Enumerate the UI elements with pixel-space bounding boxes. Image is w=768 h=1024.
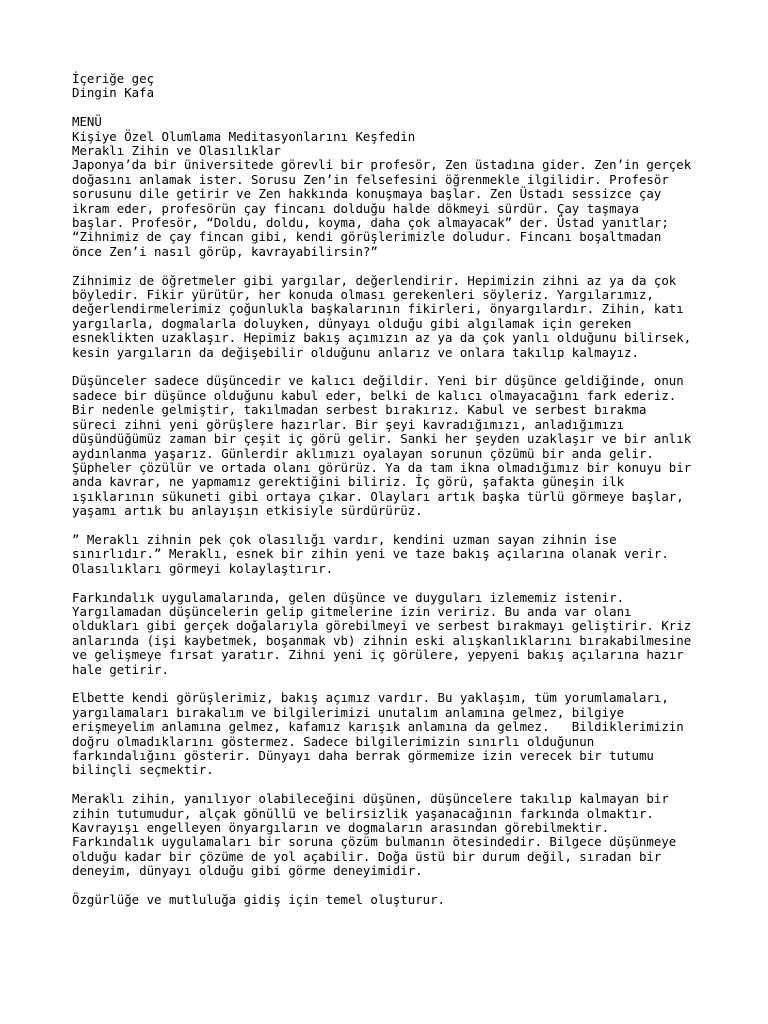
paragraph-line: “Zihnimiz de çay fincan gibi, kendi görüşlerimizle doludur. Fincanı boşaltmadan <box>72 229 662 245</box>
paragraph-line: Olasılıkları görmeyi kolaylaştırır. <box>72 560 334 576</box>
paragraph-line: ” Meraklı zihnin pek çok olasılığı vardır, kendini uzman sayan zihnin ise <box>72 531 617 547</box>
paragraph-line: sorusunu dile getirir ve Zen hakkında konuşmaya başlar. Zen Üstadı sessizce çay <box>72 186 662 202</box>
paragraph-line: Bir nedenle gelmiştir, takılmadan serbest bırakırız. Kabul ve serbest bırakma <box>72 402 647 418</box>
paragraph-line: Elbette kendi görüşlerimiz, bakış açımız vardır. Bu yaklaşım, tüm yorumlamaları, <box>72 690 669 706</box>
article-paragraph <box>72 533 712 576</box>
skip-to-content-link[interactable]: İçeriğe geç <box>72 71 155 86</box>
article-title: Meraklı Zihin ve Olasılıklar <box>72 143 281 159</box>
article-paragraph <box>72 893 712 907</box>
nav-item-affirmation-meditations[interactable]: Kişiye Özel Olumlama Meditasyonlarını Keşfedin <box>72 128 416 144</box>
paragraph-line: Farkındalık uygulamaları bir soruna çözüm bulmanın ötesindedir. Bilgece düşünmeye <box>72 834 677 850</box>
paragraph-line: oldukları gibi gerçek doğalarıyla görebilmeyi ve serbest bırakmayı geliştirir. Kriz <box>72 618 692 634</box>
paragraph-line: değerlendirmelerimiz çoğunlukla başkalarının fikirleri, önyargılardır. Zihin, katı <box>72 301 684 317</box>
article-paragraph <box>72 158 712 259</box>
paragraph-line: Düşünceler sadece düşüncedir ve kalıcı değildir. Yeni bir düşünce geldiğinde, onun <box>72 373 684 389</box>
paragraph-line: ikram eder, profesörün çay fincanı dolduğu halde dökmeyi sürdür. Çay taşmaya <box>72 200 639 216</box>
paragraph-line: kesin yargıların da değişebilir olduğunu anlarız ve onlara takılıp kalmayız. <box>72 344 639 360</box>
paragraph-line: yargılarla, dogmalarla doluyken, dünyayı olduğu gibi algılamak için gereken <box>72 315 632 331</box>
paragraph-line: başlar. Profesör, “Doldu, doldu, koyma, daha çok almayacak” der. Üstad yanıtlar; <box>72 215 669 231</box>
paragraph-line: düşündüğümüz zaman bir çeşit iç görü gelir. Sanki her şeyden uzaklaşır ve bir anlık <box>72 431 692 447</box>
paragraph-line: anlarında (işi kaybetmek, boşanmak vb) zihnin eski alışkanlıklarını bırakabilmesine <box>72 632 692 648</box>
paragraph-line: sınırlıdır.” Meraklı, esnek bir zihin yeni ve taze bakış açılarına olanak verir. <box>72 546 669 562</box>
paragraph-line: anda kavrar, ne yapmamız gerektiğini biliriz. İç görü, şafakta güneşin ilk <box>72 474 625 490</box>
paragraph-line: esneklikten uzaklaşır. Hepimiz bakış açımızın az ya da çok yanlı olduğunu bilirsek, <box>72 330 692 346</box>
paragraph-line: Yargılamadan düşüncelerin gelip gitmelerine izin veririz. Bu anda var olanı <box>72 603 632 619</box>
article-paragraph <box>72 691 712 777</box>
paragraph-line: zihin tutumudur, alçak gönüllü ve belirsizlik yaşanacağının farkında olmaktır. <box>72 805 654 821</box>
paragraph-line: Farkındalık uygulamalarında, gelen düşünce ve duyguları izlememiz istenir. <box>72 589 625 605</box>
article-paragraph <box>72 792 712 878</box>
paragraph-line: Kavrayışı engelleyen önyargıların ve dogmaların arasından görebilmektir. <box>72 820 610 836</box>
article-paragraph <box>72 374 712 518</box>
paragraph-line: Meraklı zihin, yanılıyor olabileceğini düşünen, düşüncelere takılıp kalmayan bir <box>72 791 669 807</box>
paragraph-line: Japonya’da bir üniversitede görevli bir profesör, Zen üstadına gider. Zen’in gerçek <box>72 157 692 173</box>
article-paragraph <box>72 274 712 360</box>
paragraph-line: Zihnimiz de öğretmeler gibi yargılar, değerlendirir. Hepimizin zihni az ya da çok <box>72 272 677 288</box>
page-content <box>72 72 712 922</box>
paragraph-line: Özgürlüğe ve mutluluğa gidiş için temel oluşturur. <box>72 892 445 908</box>
paragraph-line: hale getirir. <box>72 661 169 677</box>
menu-toggle[interactable]: MENÜ <box>72 114 102 130</box>
paragraph-line: önce Zen’i nasıl görüp, kavrayabilirsin?” <box>72 243 378 259</box>
paragraph-line: erişmeyelim anlamına gelmez, kafamız karışık anlamına da gelmez. Bildiklerimizin <box>72 719 684 735</box>
site-title-link[interactable]: Dingin Kafa <box>72 85 155 101</box>
paragraph-line: bilinçli seçmektir. <box>72 762 214 778</box>
paragraph-line: ışıklarının sükuneti gibi ortaya çıkar. Olayları artık başka türlü görmeye başlar, <box>72 488 684 504</box>
paragraph-line: böyledir. Fikir yürütür, her konuda olması gerekenleri söyleriz. Yargılarımız, <box>72 287 654 303</box>
article-body <box>72 158 712 907</box>
paragraph-line: olduğu kadar bir çözüme de yol açabilir. Doğa üstü bir durum değil, sıradan bir <box>72 848 662 864</box>
paragraph-line: yaşamı artık bu anlayışın etkisiyle sürdürürüz. <box>72 503 423 519</box>
spacer <box>72 101 712 115</box>
article-paragraph <box>72 591 712 677</box>
paragraph-line: süreci zihni yeni görüşlere hazırlar. Bir şeyi kavradığımızı, anladığımızı <box>72 416 625 432</box>
paragraph-line: ve gelişmeye fırsat yaratır. Zihni yeni iç görülere, yepyeni bakış açılarına hazır <box>72 647 684 663</box>
paragraph-line: doğru olmadıklarını göstermez. Sadece bilgilerimizin sınırlı olduğunun <box>72 733 595 749</box>
paragraph-line: sadece bir düşünce olduğunu kabul eder, belki de kalıcı olmayacağını fark ederiz. <box>72 387 677 403</box>
paragraph-line: doğasını anlamak ister. Sorusu Zen’in felsefesini öğrenmekle ilgilidir. Profesör <box>72 171 669 187</box>
paragraph-line: aydınlanma yaşarız. Günlerdir aklımızı oyalayan sorunun çözümü bir anda gelir. <box>72 445 654 461</box>
paragraph-line: Şüpheler çözülür ve ortada olanı görürüz. Ya da tam ikna olmadığımız bir konuyu bir <box>72 459 692 475</box>
paragraph-line: yargılamaları bırakalım ve bilgilerimizi unutalım anlamına gelmez, bilgiye <box>72 704 625 720</box>
paragraph-line: farkındalığını gösterir. Dünyayı daha berrak görmemize izin verecek bir tutumu <box>72 748 654 763</box>
paragraph-line: deneyim, dünyayı olduğu gibi görme deneyimidir. <box>72 863 423 879</box>
